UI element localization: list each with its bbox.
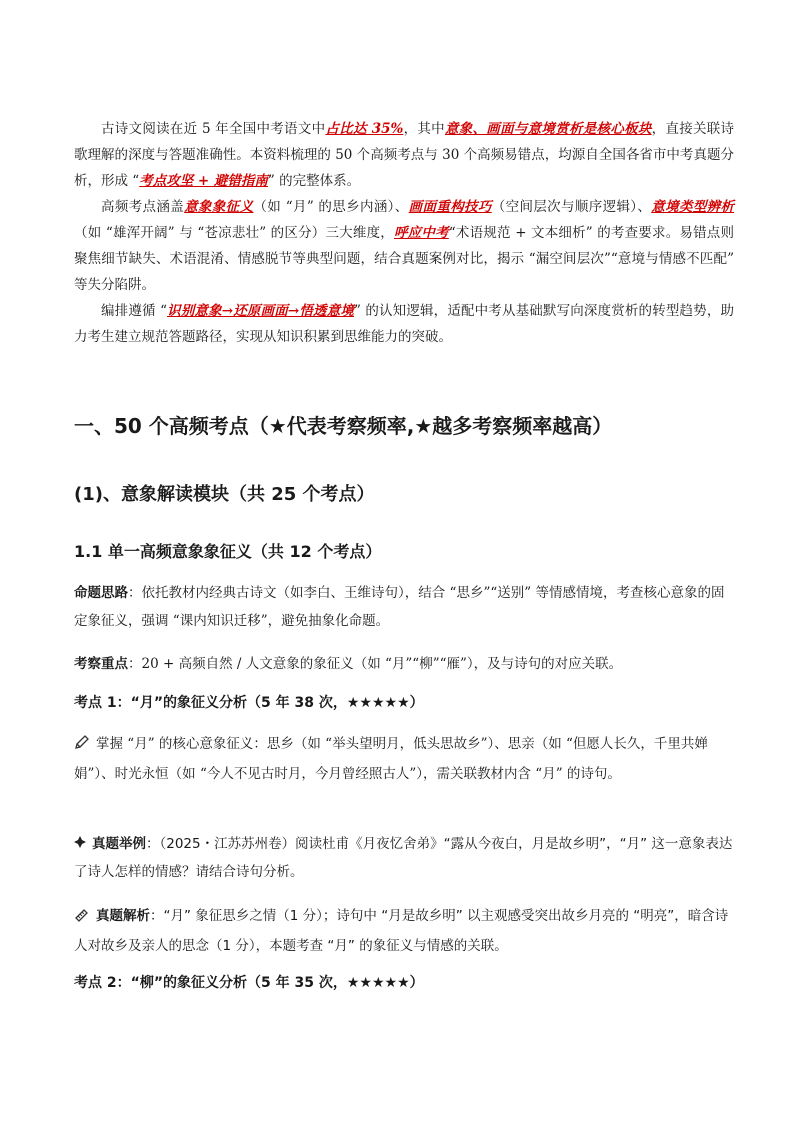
- intro-paragraph-2: 高频考点涵盖意象象征义（如 “月” 的思乡内涵）、画面重构技巧（空间层次与顺序逻辑）、意境类型辨析（如 “雄浑开阔” 与 “苍凉悲壮” 的区分）三大维度，呼应中考“术语规范 + 文本细析” 的考查要求。易错点则聚焦细节缺失、术语混淆、情感脱节等典型问题，结合真题案例对比，揭示 “漏空间层次”“意境与情感不匹配” 等失分陷阱。: [74, 199, 735, 293]
- kaodian-1-body: 掌握 “月” 的核心意象征义：思乡（如 “举头望明月，低头思故乡”）、思亲（如 “但愿人长久，千里共婵娟”）、时光永恒（如 “今人不见古时月，今月曾经照古人”），需关联教材内含 “月” 的诗句。: [74, 730, 734, 788]
- kaodian-2-title: 考点 2：“柳”的象征义分析（5 年 35 次，★★★★★）: [74, 975, 424, 991]
- example-paragraph: [74, 830, 734, 886]
- highlight-system: 考点攻坚 + 避错指南: [139, 173, 268, 189]
- diamond-bullet-icon: [74, 830, 90, 858]
- kaocha-paragraph: [74, 650, 734, 678]
- mingti-paragraph: [74, 579, 734, 635]
- kaocha-text: ：20 + 高频自然 / 人文意象的象征义（如 “月”“柳”“雁”），及与诗句的对应关联。: [128, 656, 623, 672]
- example-label: 真题举例: [92, 836, 146, 852]
- analysis-text: ：“月” 象征思乡之情（1 分）；诗句中 “月是故乡明” 以主观感受突出故乡月亮的 “明亮”，暗含诗人对故乡及亲人的思念（1 分），本题考查 “月” 的象征义与情感的关联。: [74, 908, 729, 954]
- mingti-text: ：依托教材内经典古诗文（如李白、王维诗句），结合 “思乡”“送别” 等情感情境，考查核心意象的固定象征义，强调 “课内知识迁移”，避免抽象化命题。: [74, 585, 725, 629]
- analysis-label: 真题解析: [96, 908, 150, 924]
- highlight-exam: 呼应中考: [393, 225, 449, 241]
- section-heading-1: 一、50 个高频考点（★代表考察频率,★越多考察频率越高）: [74, 414, 613, 438]
- highlight-mood-type: 意境类型辨析: [651, 199, 735, 215]
- intro-paragraph-1: 古诗文阅读在近 5 年全国中考语文中占比达 35%，其中意象、画面与意境赏析是核心板块，直接关联诗歌理解的深度与答题准确性。本资料梳理的 50 个高频考点与 30 个高频易错点，均源自全国各省市中考真题分析，形成 “考点攻坚 + 避错指南” 的完整体系。: [74, 121, 735, 189]
- pencil-icon: [74, 732, 92, 760]
- intro-section: [74, 116, 734, 350]
- highlight-scene: 画面重构技巧: [408, 199, 492, 215]
- example-text: ：（2025・江苏苏州卷）阅读杜甫《月夜忆舍弟》“露从今夜白，月是故乡明”，“月” 这一意象表达了诗人怎样的情感？请结合诗句分析。: [74, 836, 733, 880]
- highlight-logic: 识别意象→还原画面→悟透意境: [167, 303, 355, 319]
- section-heading-3: 1.1 单一高频意象象征义（共 12 个考点）: [74, 542, 382, 561]
- highlight-symbolism: 意象象征义: [184, 199, 254, 215]
- mingti-label: 命题思路: [74, 585, 128, 601]
- highlight-core-module: 意象、画面与意境赏析是核心板块: [444, 121, 652, 137]
- intro-paragraph-3: 编排遵循 “识别意象→还原画面→悟透意境” 的认知逻辑，适配中考从基础默写向深度赏析的转型趋势，助力考生建立规范答题路径，实现从知识积累到思维能力的突破。: [74, 303, 734, 345]
- kaocha-label: 考察重点: [74, 656, 128, 672]
- kaodian-1-title: 考点 1：“月”的象征义分析（5 年 38 次，★★★★★）: [74, 695, 424, 711]
- analysis-paragraph: [74, 902, 734, 960]
- highlight-ratio: 占比达 35%: [325, 121, 404, 137]
- section-heading-2: (1)、意象解读模块（共 25 个考点）: [74, 484, 375, 505]
- ruler-pencil-icon: [74, 904, 92, 932]
